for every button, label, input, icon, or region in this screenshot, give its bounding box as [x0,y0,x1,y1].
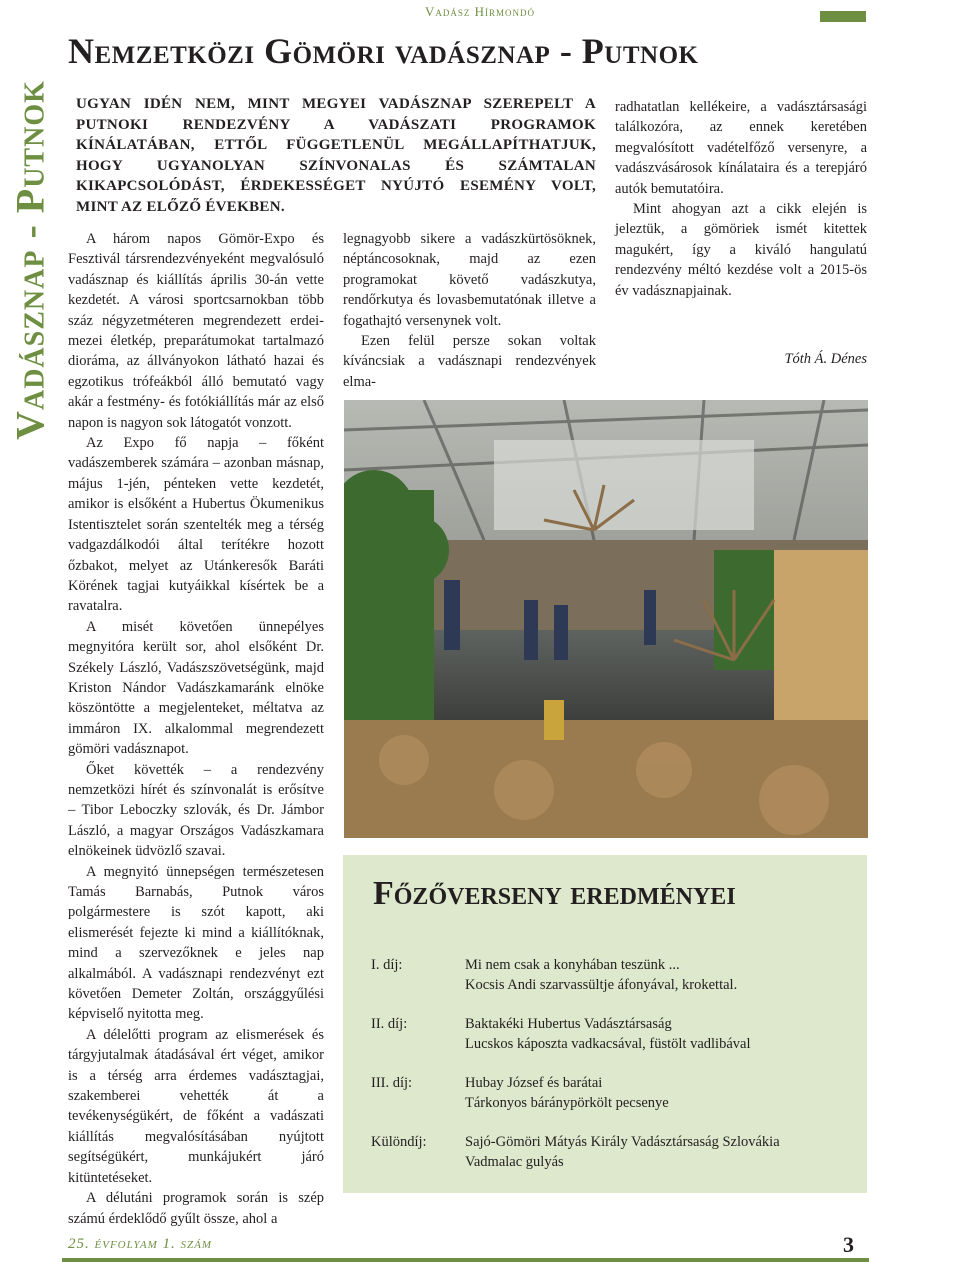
footer-accent-bar [62,1258,869,1262]
prize-label: Különdíj: [371,1134,427,1150]
prize-line-2: Lucskos káposzta vadkacsával, füstölt vadlibával [465,1036,751,1052]
prize-winner [465,1132,865,1172]
prize-line-2: Vadmalac gulyás [465,1154,564,1170]
cooking-results-title: Főzőverseny eredményei [373,875,736,912]
prize-row [371,955,861,995]
article-lead: UGYAN IDÉN NEM, MINT MEGYEI VADÁSZNAP SZEREPELT A PUTNOKI RENDEZVÉNY A VADÁSZATI PROGRAMOK KÍNÁLATÁBAN, ETTŐL FÜGGETLENÜL MEGÁLLAPÍTHATJUK, HOGY UGYANOLYAN SZÍNVONALAS ÉS SZÁMTALAN KIKAPCSOLÓDÁST, ÉRDEKESSÉGET NYÚJTÓ ESEMÉNY VOLT, MINT AZ ELŐZŐ ÉVEKBEN. [76,96,596,215]
article-column-2 [343,229,596,392]
running-header: Vadász Hírmondó [424,4,536,19]
exhibition-photo [344,400,868,838]
paragraph: radhatatlan kellékeire, a vadásztársasági találkozóra, az ennek keretében megvalósított vadételfőző versenyre, a vadászvásárosok kínálataira és a terepjáró autók bemutatóira. [615,99,867,197]
paragraph: A délelőtti program az elismerések és tárgyjutalmak átadásával ért véget, amikor is a térség arra érdemes vadásztagjai, szakemberei vehették át a tevékenységükért, de főként a vadászati kiállítás megvalósításában nyújtott segítségükért, munkájukért járó kitüntetéseket. [68,1026,324,1186]
side-title-container [0,20,60,500]
article-column-3 [615,97,867,301]
paragraph: A megnyitó ünnepségen természetesen Tamás Barnabás, Putnok város polgármestere is szót kapott, aki elismerését fejezte ki mind a kiállítóknak, mind a szervezőknek e jeles nap alkalmából. A vadásznapi rendezvényt ezt követően Demeter Zoltán, országgyűlési képviselő nyitotta meg. [68,863,324,1023]
article-column-1 [68,229,324,1229]
prize-line-1: Baktakéki Hubertus Vadásztársaság [465,1016,672,1032]
prize-line-2: Kocsis Andi szarvassültje áfonyával, krokettal. [465,977,738,993]
header-accent-bar [820,11,866,22]
paragraph: A misét követően ünnepélyes megnyitóra került sor, ahol elsőként Dr. Székely László, Vadászszövetségünk, majd Kriston Nándor Vadászkamaránk elnöke köszöntötte a megjelenteket, méltatva az immáron IX. alkalommal megrendezett gömöri vadásznapot. [68,618,324,758]
prize-line-1: Hubay József és barátai [465,1075,603,1091]
page-number: 3 [843,1232,854,1257]
prize-winner [465,955,865,995]
paragraph: Őket követték – a rendezvény nemzetközi hírét és színvonalát is erősítve – Tibor Leboczky szlovák, és Dr. Jámbor László, a magyar Országos Vadászkamara elnökeinek üdvözlő szavai. [68,761,324,860]
paragraph: A délutáni programok során is szép számú érdeklődő gyűlt össze, ahol a [68,1190,324,1227]
prize-winner [465,1073,865,1113]
side-title: Vadásznap - Putnok [7,80,53,440]
prize-label: II. díj: [371,1016,408,1032]
paragraph: Ezen felül persze sokan voltak kíváncsiak a vadásznapi rendezvények elma- [343,333,596,390]
issue-label: 25. évfolyam 1. szám [68,1236,212,1252]
author-signature: Tóth Á. Dénes [784,351,867,367]
prize-row [371,1073,861,1113]
prize-label: I. díj: [371,957,403,973]
prize-line-2: Tárkonyos báránypörkölt pecsenye [465,1095,669,1111]
article-title: Nemzetközi Gömöri vadásznap - Putnok [68,31,699,71]
exhibition-photo-illustration [344,400,868,838]
paragraph: A három napos Gömör-Expo és Fesztivál társrendezvényeként megvalósuló vadásznap és kiállítás április 30-án vette kezdetét. A városi sportcsarnokban több száz négyzetméteren megrendezett erdei-mezei életkép, preparátumokat tartalmazó dioráma, az állványokon látható hazai és egzotikus trófeákból álló bemutató vagy akár a festmény- és fotókiállítás már az első napon is nagyon sok látogatót vonzott. [68,231,324,431]
paragraph: Az Expo fő napja – főként vadászemberek számára – azonban másnap, május 1-jén, pénteken vette kezdetét, amikor is elsőként a Hubertus Ökumenikus Istentisztelet során szentelték meg a térség vadgazdálkodói által terítékre hozott őzbakot, melyet az Utánkeresők Baráti Körének tagjai kutyáikkal kísértek be a ravatalra. [68,435,324,615]
prize-winner [465,1014,865,1054]
prize-label: III. díj: [371,1075,413,1091]
paragraph: legnagyobb sikere a vadászkürtösöknek, néptáncosoknak, majd az ezen programokat követő vadászkutya, rendőrkutya és lovasbemutatónak illetve a fogathajtó versenynek volt. [343,231,596,329]
prize-line-1: Mi nem csak a konyhában teszünk ... [465,957,680,973]
prize-row [371,1014,861,1054]
prize-line-1: Sajó-Gömöri Mátyás Király Vadásztársaság Szlovákia [465,1134,780,1150]
prize-row [371,1132,861,1172]
paragraph: Mint ahogyan azt a cikk elején is jeleztük, a gömöriek ismét kitettek magukért, így a kiváló hangulatú rendezvény méltó kezdése volt a 2015-ös év vadásznapjainak. [615,201,867,299]
